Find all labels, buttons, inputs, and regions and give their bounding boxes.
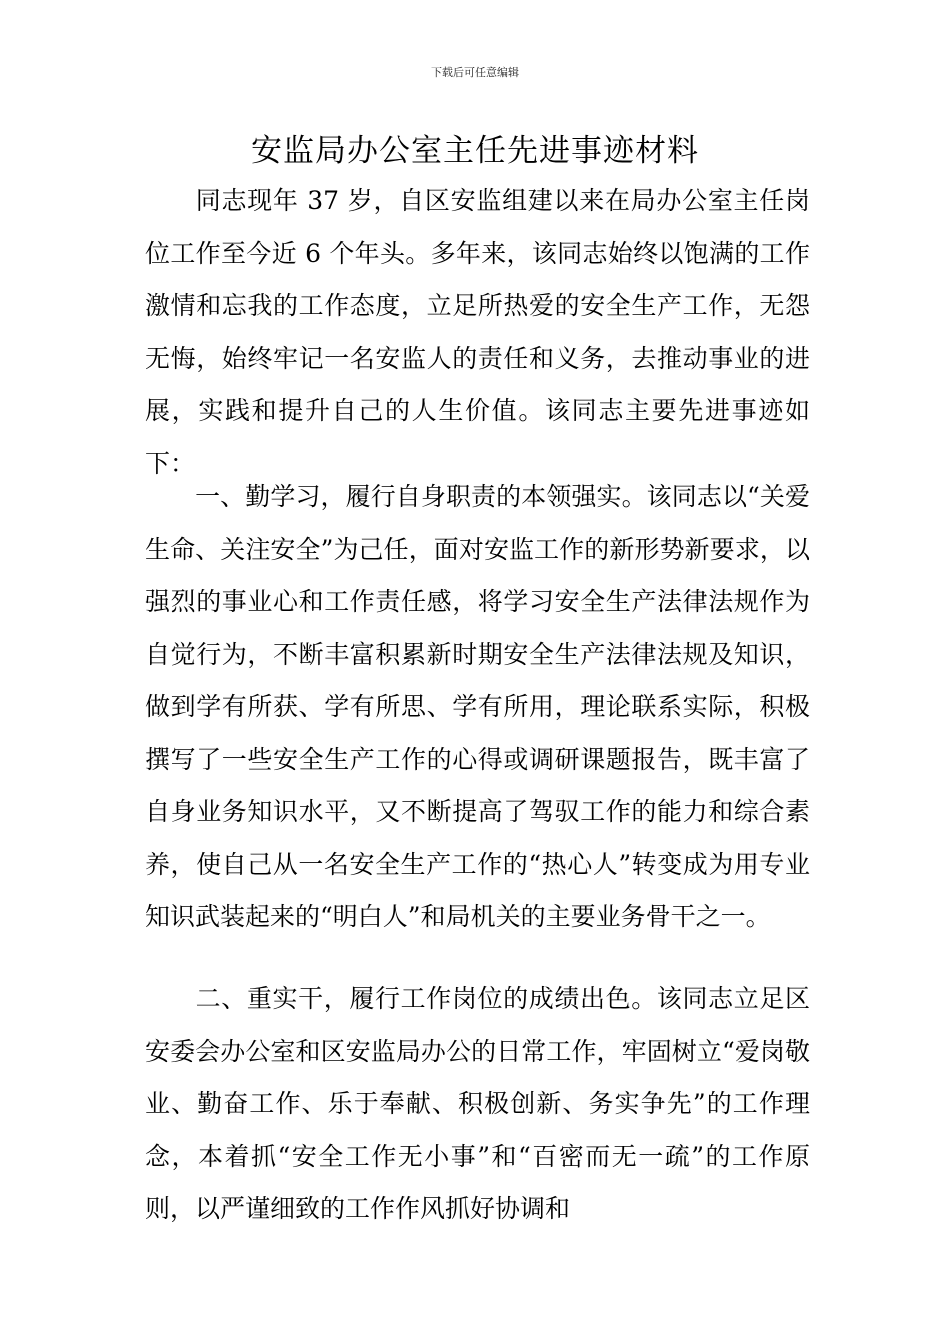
document-title: 安监局办公室主任先进事迹材料 [251, 133, 699, 169]
paragraph-2-text: 一、勤学习，履行自身职责的本领强实。该同志以“关爱生命、关注安全”为己任，面对安监工作的新形势新要求，以强烈的事业心和工作责任感，将学习安全生产法律法规作为自觉行为，不断丰富积累新时期安全生产法律法规及知识，做到学有所获、学有所思、学有所用，理论联系实际，积极撰写了一些安全生产工作的心得或调研课题报告，既丰富了自身业务知识水平，又不断提高了驾驭工作的能力和综合素养，使自己从一名安全生产工作的“热心人”转变成为用专业知识武装起来的“明白人”和局机关的主要业务骨干之一。 [145, 482, 810, 931]
paragraph-3 [145, 973, 810, 1236]
paragraph-1-text: 同志现年 37 岁，自区安监组建以来在局办公室主任岗位工作至今近 6 个年头。多年来，该同志始终以饱满的工作激情和忘我的工作态度，立足所热爱的安全生产工作，无怨无悔，始终牢记一名安监人的责任和义务，去推动事业的进展，实践和提升自己的人生价值。该同志主要先进事迹如下： [145, 186, 810, 478]
header-note: 下载后可任意编辑 [431, 66, 519, 79]
paragraph-1 [145, 175, 810, 490]
paragraph-3-text: 二、重实干，履行工作岗位的成绩出色。该同志立足区安委会办公室和区安监局办公的日常工作，牢固树立“爱岗敬业、勤奋工作、乐于奉献、积极创新、务实争先”的工作理念，本着抓“安全工作无小事”和“百密而无一疏”的工作原则，以严谨细致的工作作风抓好协调和 [145, 984, 810, 1223]
paragraph-2 [145, 471, 810, 944]
